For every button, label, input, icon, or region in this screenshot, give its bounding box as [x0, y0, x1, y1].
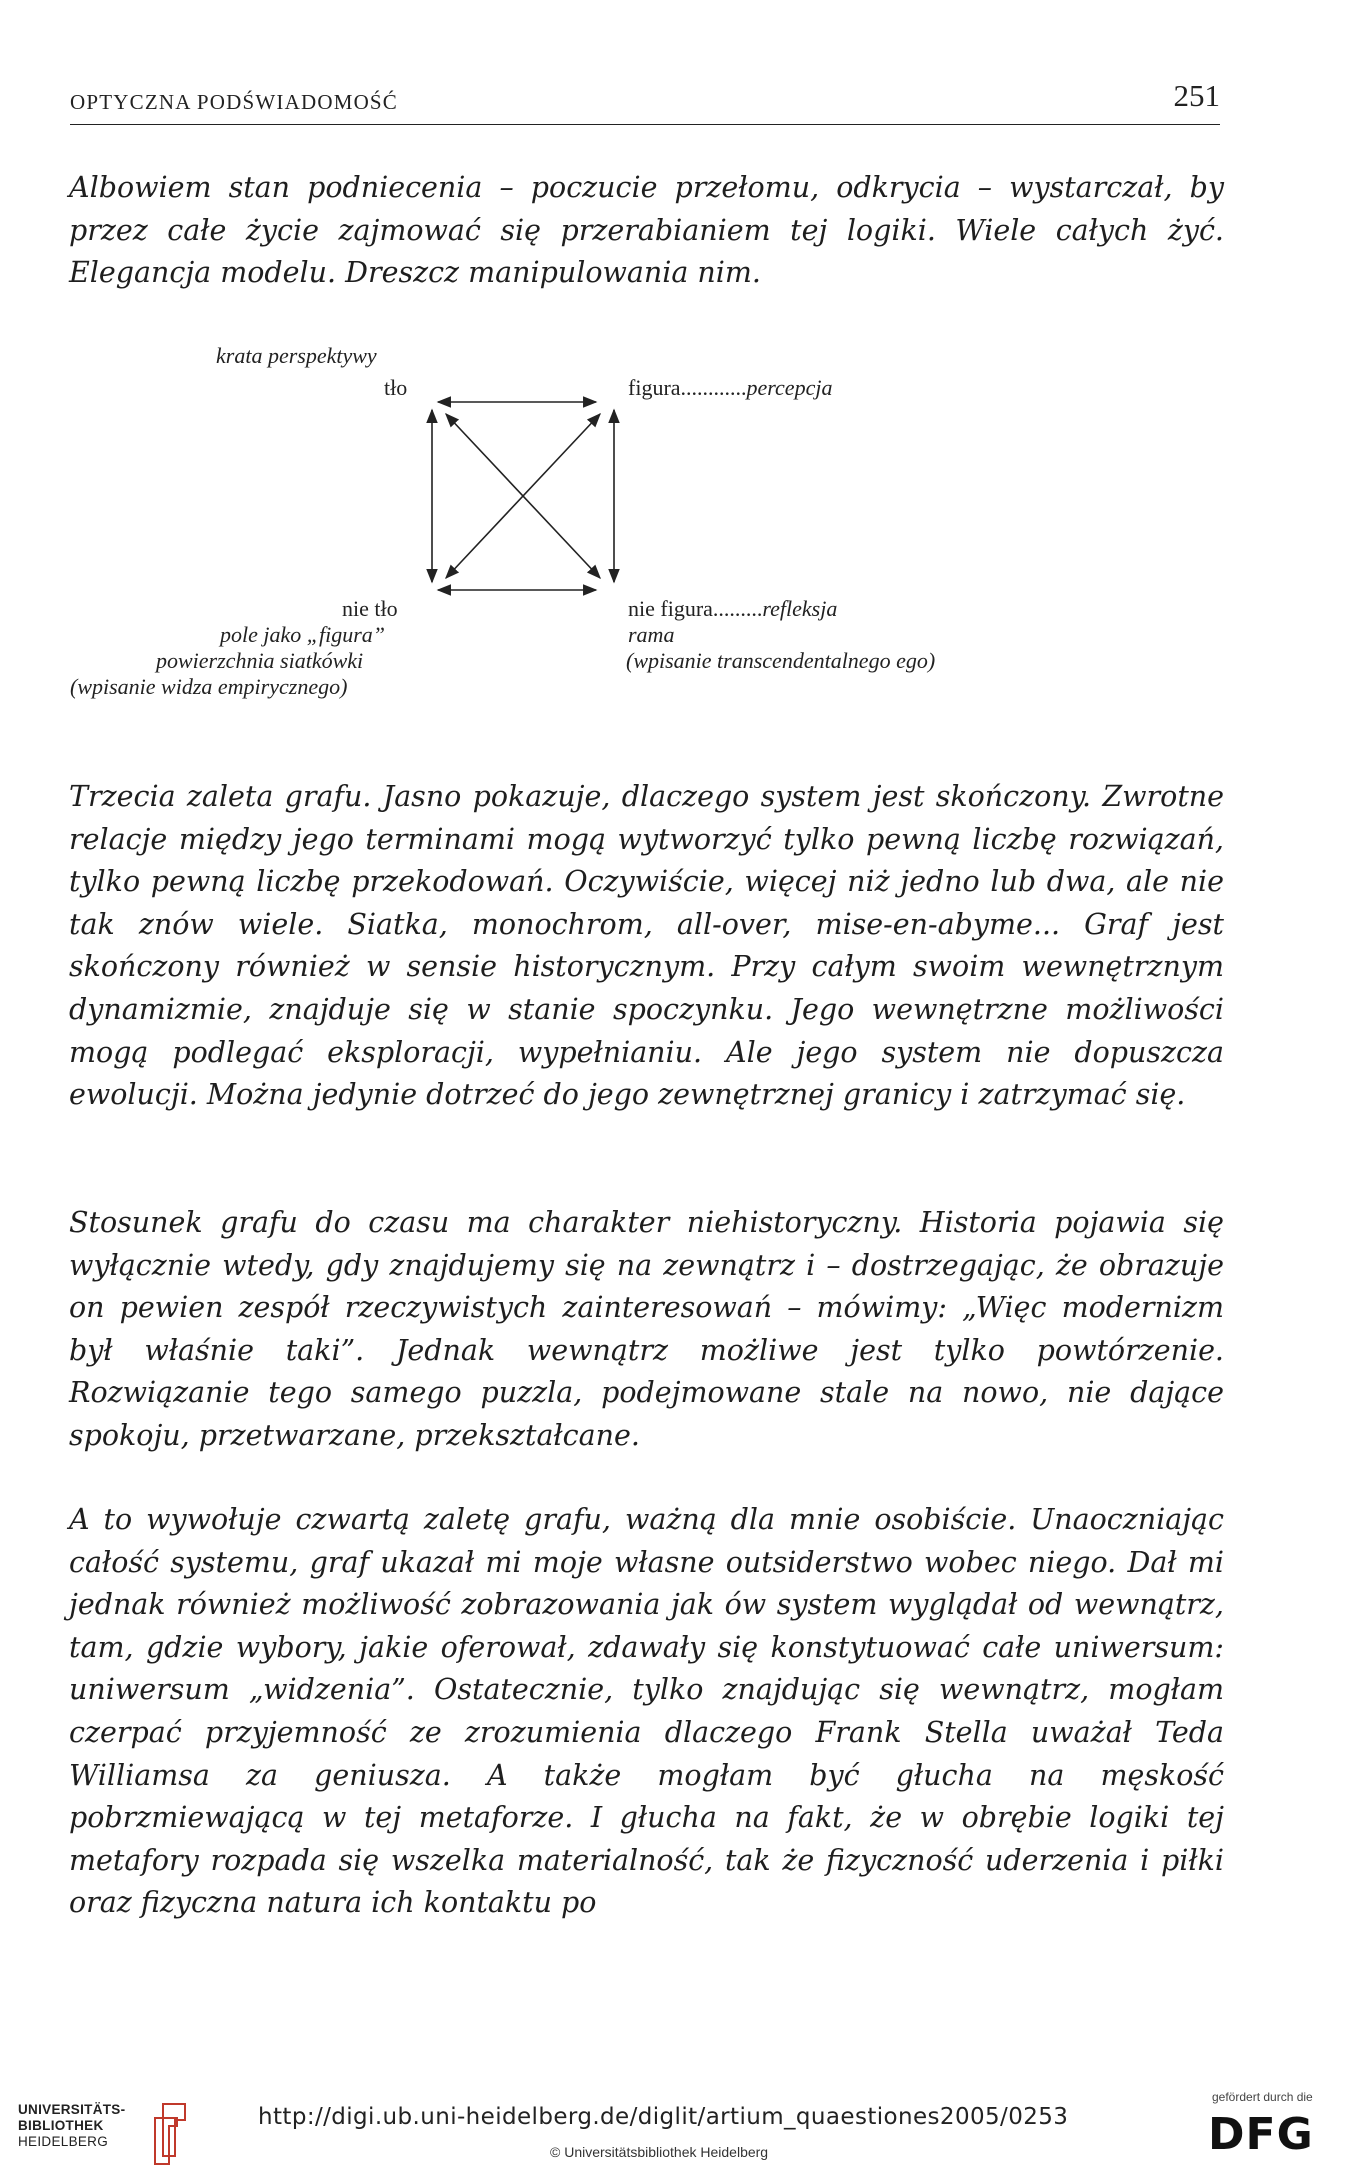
label-top-caption: krata perspektywy — [216, 343, 377, 368]
body-paragraph: A to wywołuje czwartą zaletę grafu, ważną dla mnie osobiście. Unaoczniając całość systemu, graf ukazał mi moje własne outsiderstwo wobec niego. Dał mi jednak również możliwość zobrazowania jak ów system wyglądał od wewnątrz, tam, gdzie wybory, jakie oferował, zdawały się konstytuować całe uniwersum: uniwersum „widzenia”. Ostatecznie, tylko znajdując się wewnątrz, mogłam czerpać przyjemność ze zrozumienia dlaczego Frank Stella uważał Teda Williamsa za geniusza. A także mogłam być głucha na męskość pobrzmiewającą w tej metaforze. I głucha na fakt, że w obrębie logiki tej metafory rozpada się wszelka materialność, tak że fizyczność uderzenia i piłki oraz fizyczna natura ich kontaktu po — [69, 1503, 1224, 1920]
label-figura-line — [628, 375, 832, 401]
leader-dots: ......... — [712, 596, 763, 621]
label-rama: rama — [628, 622, 675, 647]
dfg-funding-caption: gefördert durch die — [1212, 2090, 1313, 2104]
running-header — [70, 78, 1220, 125]
label-percepcja: percepcja — [746, 375, 833, 400]
dfg-logo: DFG — [1208, 2109, 1314, 2160]
label-powierzchnia-siatkowki: powierzchnia siatkówki — [156, 648, 364, 673]
arrow-diagonal-1 — [446, 414, 600, 578]
library-emblem-icon — [133, 2096, 197, 2166]
label-figura: figura — [628, 375, 681, 400]
library-name — [18, 2102, 125, 2150]
page-number: 251 — [1173, 78, 1220, 113]
university-library-logo — [18, 2096, 198, 2166]
arrow-diagonal-2 — [446, 414, 600, 578]
leader-dots: ............ — [680, 375, 747, 400]
library-name-line: BIBLIOTHEK — [18, 2118, 104, 2133]
body-paragraph: Albowiem stan podniecenia – poczucie przełomu, odkrycia – wystarczał, by przez całe życie zajmować się przerabianiem tej logiki. Wiele całych żyć. Elegancja modelu. Dreszcz manipulowania nim. — [69, 171, 1224, 290]
library-name-line: UNIVERSITÄTS- — [18, 2102, 126, 2117]
library-name-line: HEIDELBERG — [18, 2134, 109, 2149]
label-wpisanie-ego: (wpisanie transcendentalnego ego) — [626, 648, 936, 673]
permalink-url[interactable]: http://digi.ub.uni-heidelberg.de/diglit/artium_quaestiones2005/0253 — [258, 2104, 1069, 2130]
running-head-title: OPTYCZNA PODŚWIADOMOŚĆ — [70, 90, 399, 114]
label-nie-figura: nie figura — [628, 596, 713, 621]
copyright-notice: © Universitätsbibliothek Heidelberg — [550, 2144, 769, 2160]
label-nie-figura-line — [628, 596, 837, 622]
body-paragraph: Trzecia zaleta grafu. Jasno pokazuje, dlaczego system jest skończony. Zwrotne relacje między jego terminami mogą wytworzyć tylko pewną liczbę rozwiązań, tylko pewną liczbę przekodowań. Oczywiście, więcej niż jedno lub dwa, ale nie tak znów wiele. Siatka, monochrom, all-over, mise-en-abyme... Graf jest skończony również w sensie historycznym. Przy całym swoim wewnętrznym dynamizmie, znajduje się w stanie spoczynku. Jego wewnętrzne możliwości mogą podlegać eksploracji, wypełnianiu. Ale jego system nie dopuszcza ewolucji. Można jedynie dotrzeć do jego zewnętrznej granicy i zatrzymać się. — [69, 780, 1224, 1112]
label-pole-jako-figura: pole jako „figura” — [220, 622, 386, 647]
label-nie-tlo: nie tło — [342, 596, 398, 621]
label-wpisanie-widza: (wpisanie widza empirycznego) — [70, 674, 348, 699]
label-tlo: tło — [384, 375, 408, 400]
digitization-footer — [0, 2080, 1358, 2176]
body-paragraph: Stosunek grafu do czasu ma charakter niehistoryczny. Historia pojawia się wyłącznie wtedy, gdy znajdujemy się na zewnątrz i – dostrzegając, że obrazuje on pewien zespół rzeczywistych zainteresowań – mówimy: „Więc modernizm był właśnie taki”. Jednak wewnątrz możliwe jest tylko powtórzenie. Rozwiązanie tego samego puzzla, podejmowane stale na nowo, nie dające spokoju, przetwarzane, przekształcane. — [69, 1206, 1224, 1452]
label-refleksja: refleksja — [762, 596, 838, 621]
